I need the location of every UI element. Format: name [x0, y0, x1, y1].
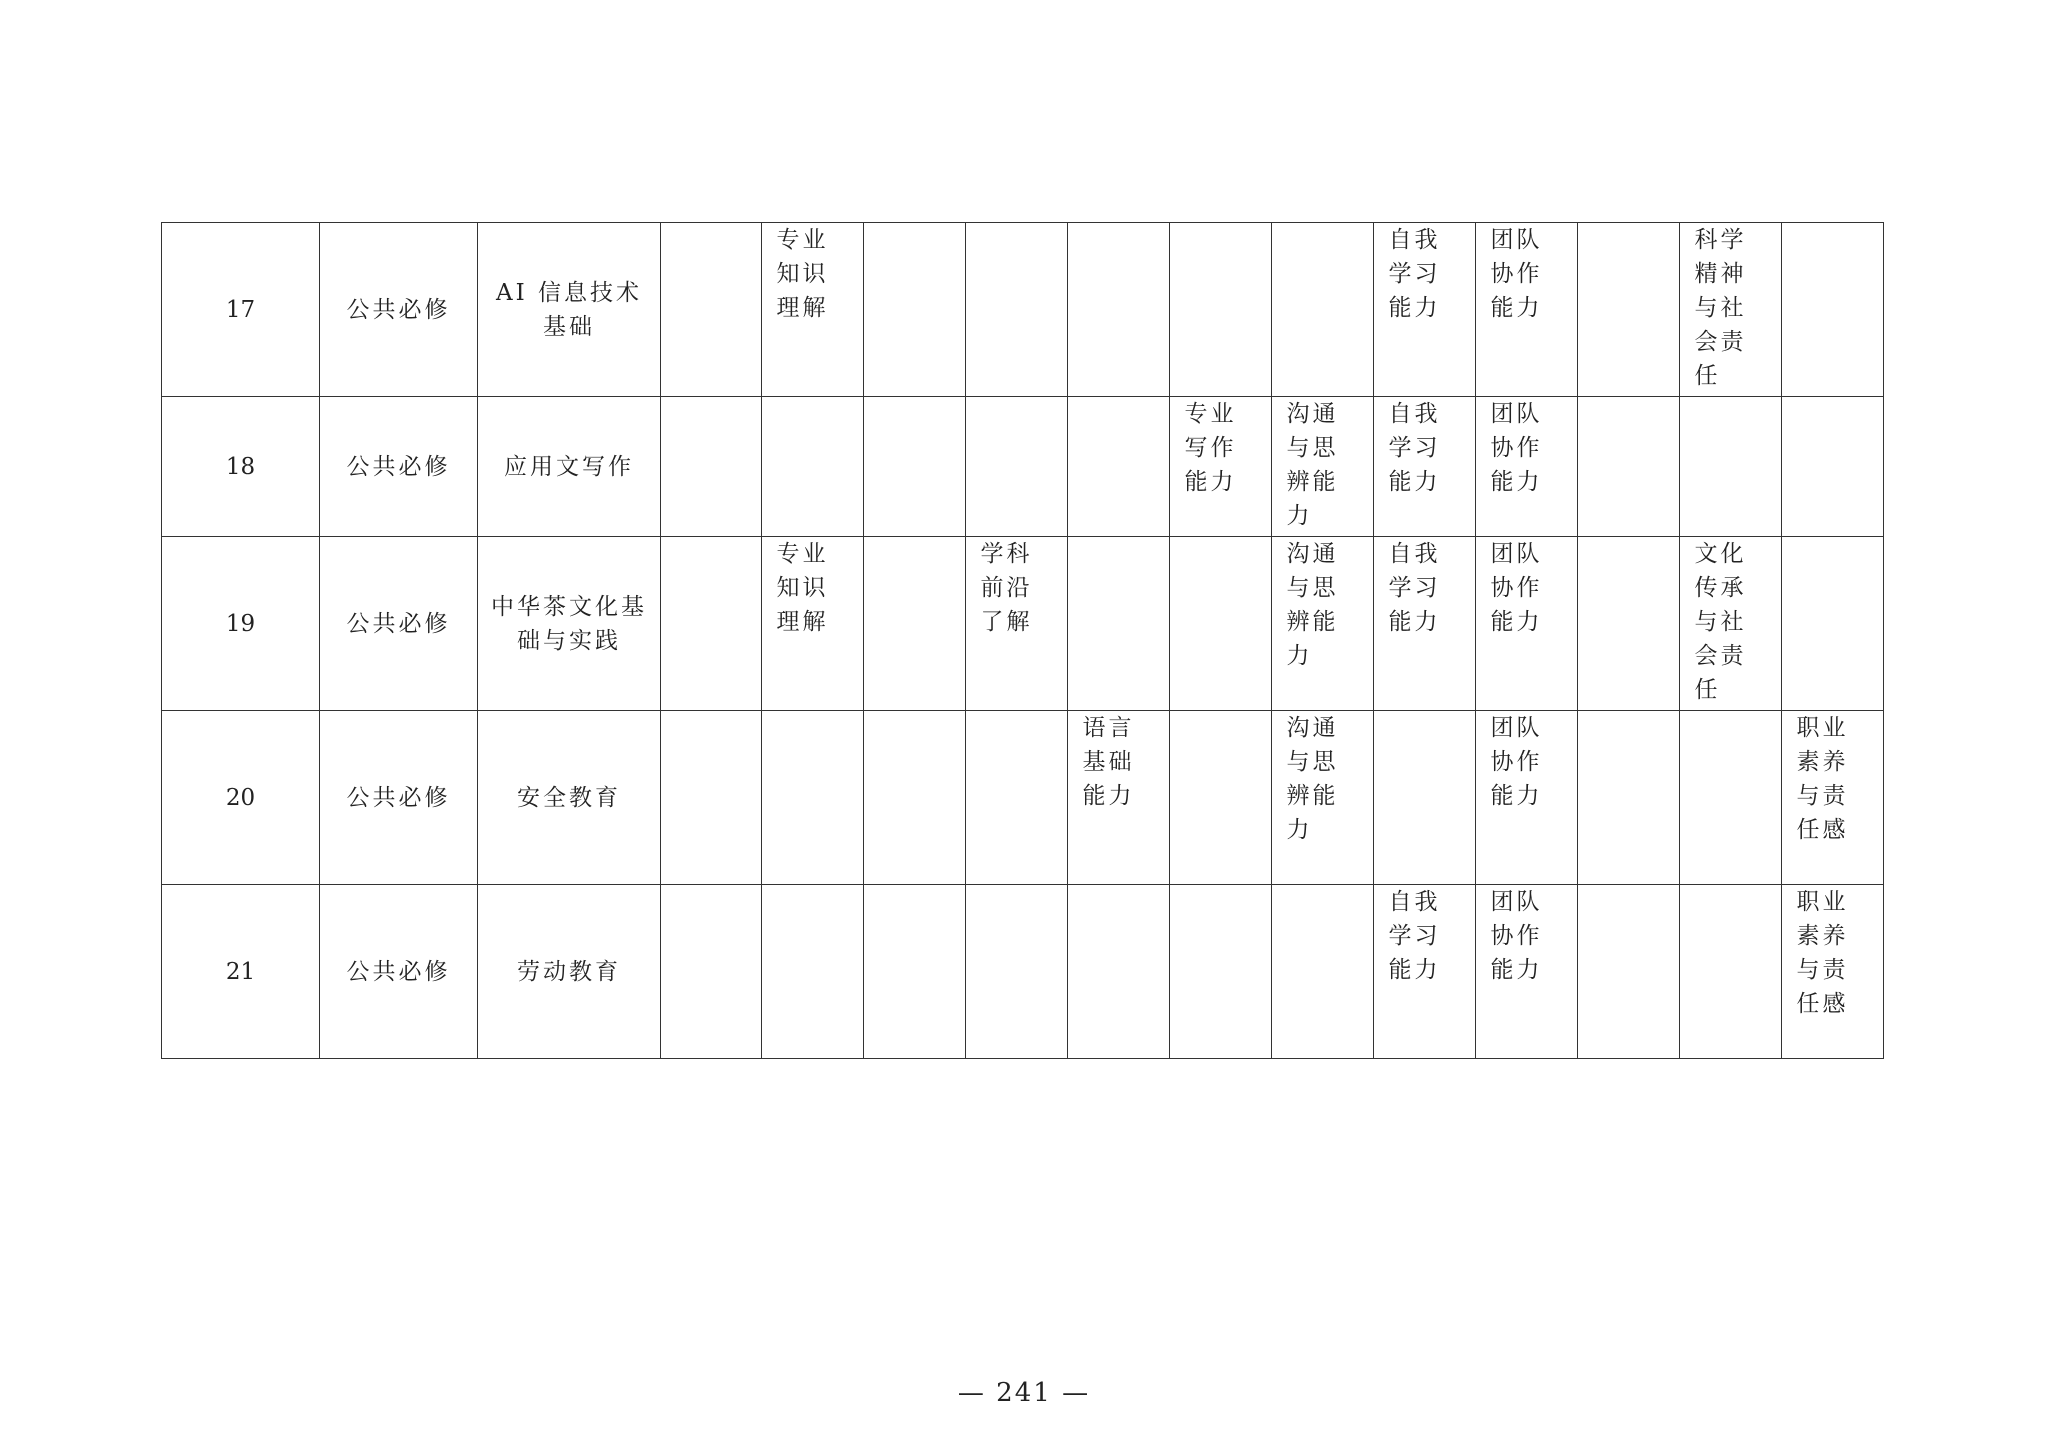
course-type-cell-text: 公共必修	[346, 784, 451, 811]
course-name-cell	[478, 885, 661, 1059]
ability-cell	[1170, 537, 1272, 711]
ability-cell	[1374, 711, 1476, 885]
course-type-cell-text: 公共必修	[346, 610, 451, 637]
ability-cell	[1272, 223, 1374, 397]
ability-cell-text: 专业知识理解	[776, 227, 829, 321]
ability-cell	[966, 537, 1068, 711]
ability-cell-text: 团队协作能力	[1490, 541, 1543, 635]
ability-cell	[966, 711, 1068, 885]
ability-cell	[864, 397, 966, 537]
ability-cell	[1068, 223, 1170, 397]
ability-cell	[1068, 711, 1170, 885]
ability-cell	[1374, 223, 1476, 397]
course-name-cell-text: 应用文写作	[504, 453, 634, 480]
table-row	[162, 223, 1884, 397]
ability-cell	[1170, 223, 1272, 397]
course-ability-matrix-table	[161, 222, 1884, 1059]
course-name-cell-text: 安全教育	[517, 784, 621, 811]
ability-cell-text: 团队协作能力	[1490, 227, 1543, 321]
ability-cell	[1272, 397, 1374, 537]
course-name-cell-text: 劳动教育	[517, 958, 621, 985]
ability-cell-text: 自我学习能力	[1388, 889, 1441, 983]
ability-cell	[1680, 537, 1782, 711]
ability-cell	[864, 711, 966, 885]
ability-cell	[864, 537, 966, 711]
row-number-cell	[162, 223, 320, 397]
ability-cell	[1170, 711, 1272, 885]
ability-cell	[1374, 885, 1476, 1059]
table-body	[162, 223, 1884, 1059]
page-number: — 241 —	[957, 1378, 1091, 1408]
course-type-cell	[320, 537, 478, 711]
row-number-cell-text: 19	[225, 610, 256, 637]
table-row	[162, 885, 1884, 1059]
ability-cell	[1680, 711, 1782, 885]
row-number-cell-text: 18	[225, 453, 256, 480]
ability-cell	[1782, 885, 1884, 1059]
ability-cell	[1476, 711, 1578, 885]
ability-cell-text: 沟通与思辨能力	[1286, 401, 1339, 529]
ability-cell-text: 自我学习能力	[1388, 541, 1441, 635]
ability-cell	[1374, 537, 1476, 711]
row-number-cell-text: 21	[225, 958, 256, 985]
ability-cell	[661, 397, 762, 537]
ability-cell	[1782, 223, 1884, 397]
ability-cell	[1476, 397, 1578, 537]
ability-cell	[1272, 885, 1374, 1059]
row-number-cell	[162, 711, 320, 885]
ability-cell	[1170, 397, 1272, 537]
course-name-cell-text: 中华茶文化基础与实践	[491, 593, 647, 654]
ability-cell	[661, 885, 762, 1059]
course-name-cell	[478, 397, 661, 537]
course-type-cell	[320, 397, 478, 537]
ability-cell-text: 团队协作能力	[1490, 889, 1543, 983]
course-type-cell	[320, 885, 478, 1059]
ability-cell	[1476, 537, 1578, 711]
course-name-cell	[478, 711, 661, 885]
ability-cell	[1782, 397, 1884, 537]
ability-cell	[762, 397, 864, 537]
row-number-cell	[162, 885, 320, 1059]
course-type-cell	[320, 223, 478, 397]
ability-cell-text: 专业知识理解	[776, 541, 829, 635]
course-name-cell	[478, 537, 661, 711]
ability-cell	[1578, 885, 1680, 1059]
course-name-cell	[478, 223, 661, 397]
ability-cell	[1680, 397, 1782, 537]
ability-cell-text: 文化传承与社会责任	[1694, 541, 1747, 703]
ability-cell	[1680, 885, 1782, 1059]
ability-cell	[1272, 537, 1374, 711]
ability-cell	[1782, 711, 1884, 885]
course-name-cell-text: AI 信息技术基础	[495, 279, 642, 340]
ability-cell-text: 职业素养与责任感	[1796, 715, 1849, 843]
ability-cell	[864, 885, 966, 1059]
ability-cell	[966, 885, 1068, 1059]
ability-cell-text: 专业写作能力	[1184, 401, 1237, 495]
ability-cell-text: 团队协作能力	[1490, 401, 1543, 495]
table-row	[162, 537, 1884, 711]
ability-cell	[1068, 397, 1170, 537]
row-number-cell-text: 17	[225, 296, 256, 323]
ability-cell	[1374, 397, 1476, 537]
ability-cell	[1170, 885, 1272, 1059]
table-row	[162, 397, 1884, 537]
table-row	[162, 711, 1884, 885]
ability-cell	[1782, 537, 1884, 711]
ability-cell	[1578, 537, 1680, 711]
ability-cell-text: 语言基础能力	[1082, 715, 1135, 809]
ability-cell	[762, 537, 864, 711]
course-type-cell-text: 公共必修	[346, 296, 451, 323]
course-type-cell-text: 公共必修	[346, 453, 451, 480]
ability-cell-text: 学科前沿了解	[980, 541, 1033, 635]
course-type-cell	[320, 711, 478, 885]
ability-cell-text: 自我学习能力	[1388, 401, 1441, 495]
ability-cell-text: 科学精神与社会责任	[1694, 227, 1747, 389]
ability-cell	[1578, 711, 1680, 885]
ability-cell	[762, 223, 864, 397]
ability-cell	[661, 223, 762, 397]
ability-cell	[1476, 885, 1578, 1059]
ability-cell-text: 职业素养与责任感	[1796, 889, 1849, 1017]
ability-cell	[1272, 711, 1374, 885]
course-type-cell-text: 公共必修	[346, 958, 451, 985]
ability-cell-text: 自我学习能力	[1388, 227, 1441, 321]
row-number-cell	[162, 397, 320, 537]
ability-cell	[661, 711, 762, 885]
ability-cell-text: 沟通与思辨能力	[1286, 715, 1339, 843]
ability-cell	[661, 537, 762, 711]
row-number-cell	[162, 537, 320, 711]
ability-cell	[1068, 537, 1170, 711]
ability-cell	[1578, 397, 1680, 537]
ability-cell	[864, 223, 966, 397]
ability-cell	[1476, 223, 1578, 397]
ability-cell	[1578, 223, 1680, 397]
ability-cell	[966, 397, 1068, 537]
ability-cell	[966, 223, 1068, 397]
ability-cell	[762, 711, 864, 885]
ability-cell-text: 团队协作能力	[1490, 715, 1543, 809]
ability-cell-text: 沟通与思辨能力	[1286, 541, 1339, 669]
ability-cell	[1068, 885, 1170, 1059]
ability-cell	[762, 885, 864, 1059]
ability-cell	[1680, 223, 1782, 397]
row-number-cell-text: 20	[225, 784, 256, 811]
